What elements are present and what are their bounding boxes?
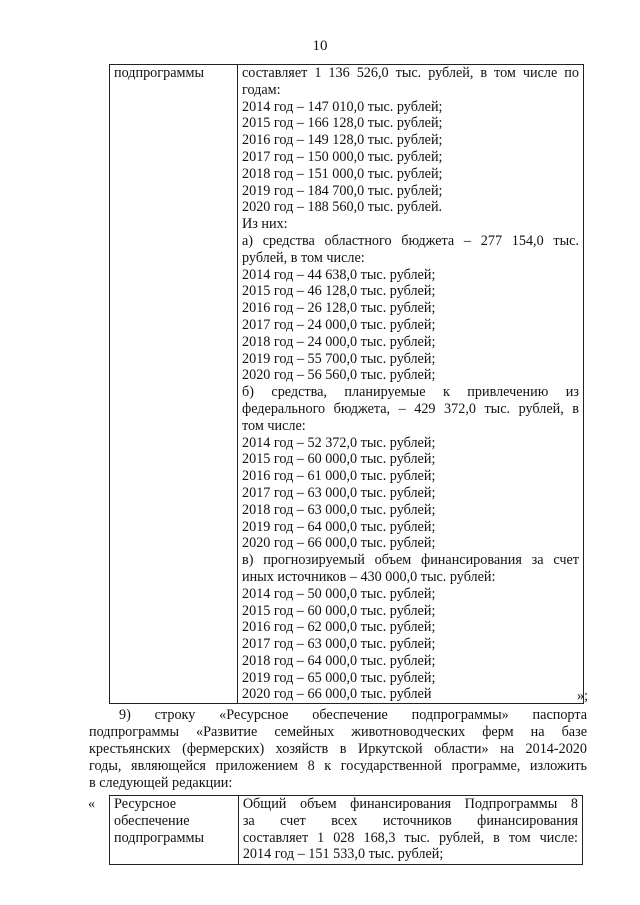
funding-line: 2019 год – 65 000,0 тыс. рублей; [242,669,436,686]
funding-line: 2015 год – 166 128,0 тыс. рублей; [242,115,443,132]
table-label-cell [110,65,238,704]
funding-line: 2016 год – 26 128,0 тыс. рублей; [242,300,436,317]
funding-line: 2015 год – 60 000,0 тыс. рублей; [242,451,436,468]
opening-quote: « [88,796,96,812]
table-label-cell [110,796,239,865]
funding-line: 2014 год – 50 000,0 тыс. рублей; [242,585,436,602]
funding-line: б) средства, планируемые к привлечению из [242,384,579,401]
paragraph-line: 9) строку «Ресурсное обеспечение подпрограммы» паспорта [119,707,587,723]
paragraph-line: крестьянских (фермерских) хозяйств в Иркутской области» на 2014-2020 [89,741,587,757]
table-label-line: подпрограммы [114,829,204,846]
funding-line: 2016 год – 61 000,0 тыс. рублей; [242,468,436,485]
funding-line: 2020 год – 56 560,0 тыс. рублей; [242,367,436,384]
funding-line: составляет 1 136 526,0 тыс. рублей, в том числе по [242,65,579,81]
paragraph-line: годы, являющейся приложением 8 к государственной программе, изложить [89,758,587,774]
funding-line: Из них: [242,216,288,233]
funding-line: 2020 год – 66 000,0 тыс. рублей; [242,535,436,552]
passport-table-new [109,795,583,865]
table-value-cell [238,796,582,865]
funding-line: 2017 год – 63 000,0 тыс. рублей; [242,636,436,653]
table-label-line: Ресурсное [114,796,177,812]
funding-line: 2019 год – 55 700,0 тыс. рублей; [242,350,436,367]
funding-line: 2017 год – 24 000,0 тыс. рублей; [242,316,436,333]
funding-line: 2015 год – 46 128,0 тыс. рублей; [242,283,436,300]
funding-line: том числе: [242,417,306,434]
funding-line: 2014 год – 151 533,0 тыс. рублей; [242,846,444,863]
funding-line: 2020 год – 66 000,0 тыс. рублей [242,686,432,703]
funding-line: 2019 год – 184 700,0 тыс. рублей; [242,182,443,199]
funding-line: Общий объем финансирования Подпрограммы 8 [242,796,578,812]
funding-line: 2016 год – 149 128,0 тыс. рублей; [242,132,443,149]
funding-line: федерального бюджета, – 429 372,0 тыс. рублей, в [242,400,579,417]
paragraph-line: в следующей редакции: [89,775,233,791]
funding-line: 2018 год – 64 000,0 тыс. рублей; [242,652,436,669]
paragraph-line: подпрограммы «Развитие семейных животноводческих ферм на базе [89,724,587,740]
funding-line: 2019 год – 64 000,0 тыс. рублей; [242,518,436,535]
table-label-text: подпрограммы [114,65,204,81]
funding-line: 2018 год – 151 000,0 тыс. рублей; [242,165,443,182]
page-number: 10 [312,38,328,54]
funding-line: 2014 год – 147 010,0 тыс. рублей; [242,98,443,115]
funding-line: 2020 год – 188 560,0 тыс. рублей. [242,199,443,216]
funding-line: за счет всех источников финансирования [242,812,578,829]
table-value-cell [238,65,584,704]
funding-line: 2016 год – 62 000,0 тыс. рублей; [242,619,436,636]
funding-line: годам: [242,81,281,98]
funding-line: 2017 год – 63 000,0 тыс. рублей; [242,484,436,501]
funding-line: иных источников – 430 000,0 тыс. рублей: [242,568,496,585]
funding-line: 2017 год – 150 000,0 тыс. рублей; [242,148,443,165]
funding-line: рублей, в том числе: [242,249,365,266]
funding-line: 2018 год – 63 000,0 тыс. рублей; [242,501,436,518]
funding-line: 2015 год – 60 000,0 тыс. рублей; [242,602,436,619]
funding-line: составляет 1 028 168,3 тыс. рублей, в том числе: [242,829,578,846]
amendment-paragraph [89,707,587,792]
closing-quote: »; [577,688,589,704]
funding-line: 2018 год – 24 000,0 тыс. рублей; [242,333,436,350]
passport-table-continued [109,64,584,704]
funding-line: а) средства областного бюджета – 277 154,0 тыс. [242,232,579,249]
table-label-line: обеспечение [114,812,190,829]
funding-line: 2014 год – 52 372,0 тыс. рублей; [242,434,436,451]
funding-line: в) прогнозируемый объем финансирования за счет [242,552,579,569]
funding-line: 2014 год – 44 638,0 тыс. рублей; [242,266,436,283]
